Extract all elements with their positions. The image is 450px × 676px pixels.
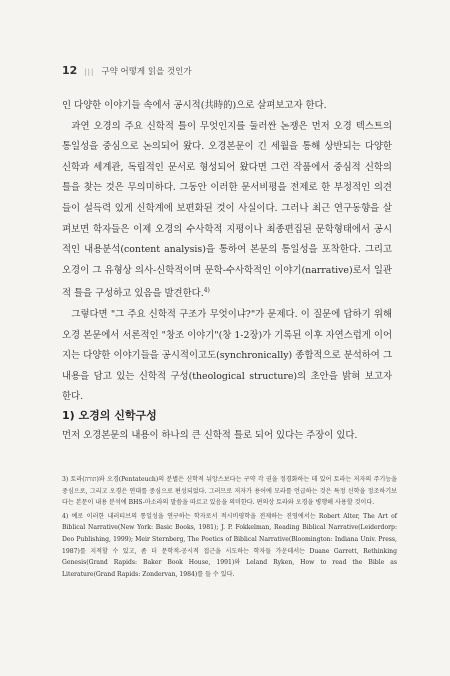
section-heading: 1) 오경의 신학구성 (62, 409, 157, 422)
paragraph-3: 그렇다면 "그 주요 신학적 구조가 무엇이냐?"가 문제다. 이 질문에 답하기 위해 오경 본문에서 서론적인 "창조 이야기"(창 1-2장)가 기록된 이후 자연스럽게 이어지는 다양한 이야기들을 공시적이고도(synchronically) 종합적으로 분석하여 그 내용을 담고 있는 신학적 구성(theological structure)의 초안을 밝혀 보고자 한다. (62, 309, 392, 403)
paragraph-2: 과연 오경의 주요 신학적 틀이 무엇인지를 둘러싼 논쟁은 먼저 오경 텍스트의 통일성을 중심으로 논의되어 왔다. 오경본문이 긴 세월을 통해 상반되는 다양한 신학과 세계관, 독립적인 문서로 형성되어 왔다면 그런 작품에서 중심적 신학의 틀을 찾는 것은 무의미하다. 그동안 이러한 문서비평을 전제로 한 부정적인 의견들이 설득력 있게 신학계에 보편화된 것이 사실이다. 그러나 최근 연구동향을 살펴보면 학자들은 이제 오경의 수사학적 지평이나 최종편집된 문학형태에서 공시적인 내용분석(content analysis)을 통하여 본문의 통일성을 포착한다. 그리고 오경이 그 유형상 의사-신학적이며 문학-수사학적인 이야기(narrative)로서 일관적 틀을 구성하고 있음을 발견한다.$^{4)}$ (62, 120, 392, 300)
header-separator: ||| (84, 68, 95, 76)
footnotes (62, 474, 397, 582)
page-header (62, 64, 192, 77)
footnote-3: 3) 토라(תורה)와 오경(Pentateuch)의 분별은 신학적 뉘앙스보다는 구약 각 권을 정경화하는 데 있어 토라는 저자의 주기능을 중심으로, 그리고 오경은 연대를 중심으로 편성되었다. 그러므로 저자가 용어에 모라를 언급하는 것은 특정 신학을 정조하기보다는 본문이 내용 분석에 BHS-마소라의 말씀을 따르고 있음을 의미한다. 편의상 토라와 오경을 병행해 사용할 것이다. (62, 476, 398, 507)
body-text (62, 96, 392, 408)
paragraph-1: 인 다양한 이야기들 속에서 공시적(共時的)으로 살펴보고자 한다. (62, 100, 327, 111)
running-title: 구약 어떻게 읽을 것인가 (101, 67, 192, 77)
footnote-4: 4) 예로 이러한 내러티브의 통일성을 연구하는 학자로서 적시비평학을 전제하는 진영에서는 Robert Alter, The Art of Biblical Narrative(New York: Basic Books, 1981); J. P. Fokkelman, Reading Biblical Narrative(Leiderdorp: Deo Publishing, 1999); Meir Sternberg, The Poetics of Biblical Narrative(Bloomington: Indiana Univ. Press, 1987)를 지적할 수 있고, 좀 더 문학적-공시적 접근을 시도하는 학자들 가운데서는 Duane Garrett, Rethinking Genesis(Grand Rapids: Baker Book House, 1991)와 Leland Ryken, How to read the Bible as Literature(Grand Rapids: Zondervan, 1984)를 들 수 있다. (62, 512, 397, 578)
page-number: 12 (62, 64, 78, 77)
footnote-ref: 4) (203, 287, 210, 295)
section-paragraph: 먼저 오경본문의 내용이 하나의 큰 신학적 틀로 되어 있다는 주장이 있다. (62, 430, 358, 441)
